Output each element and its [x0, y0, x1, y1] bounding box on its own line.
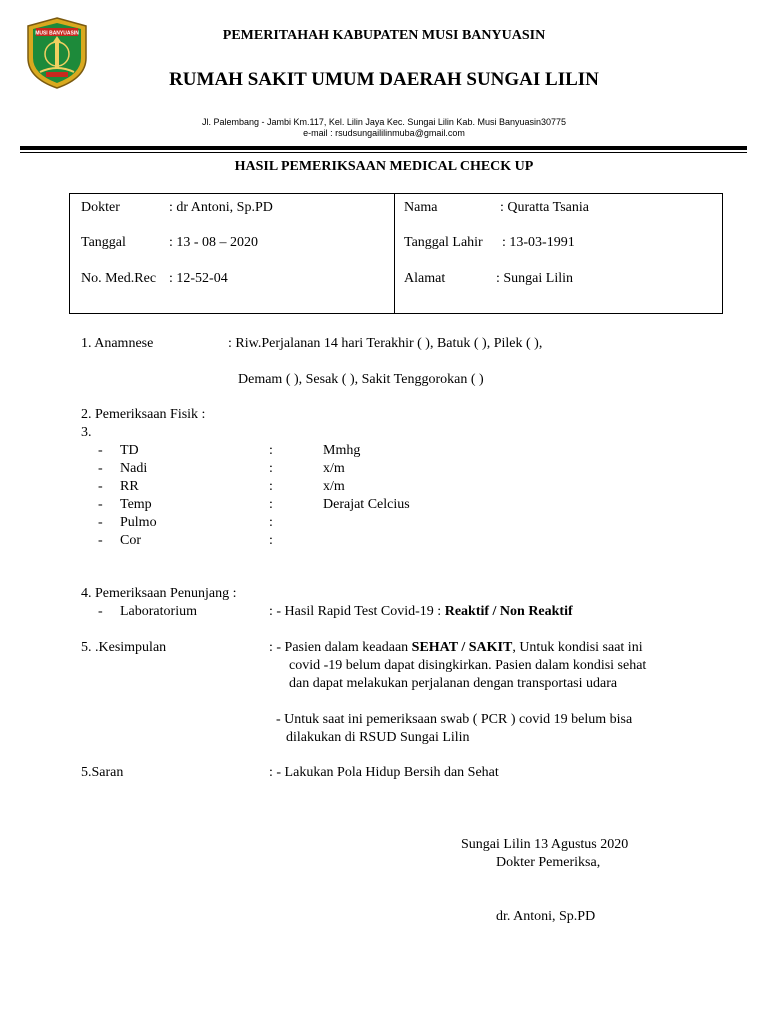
dokter-value: : dr Antoni, Sp.PD: [169, 200, 273, 215]
header-divider-thin: [20, 152, 747, 153]
header-email: e-mail : rsudsungaililinmuba@gmail.com: [303, 128, 465, 138]
signature-place-date: Sungai Lilin 13 Agustus 2020: [461, 837, 629, 852]
fisik-unit-rr: x/m: [323, 479, 345, 494]
fisik-colon: :: [269, 461, 273, 476]
fisik-item-rr: RR: [120, 479, 139, 494]
fisik-colon: :: [269, 443, 273, 458]
kesimpulan-line-2: covid -19 belum dapat disingkirkan. Pasien dalam kondisi sehat: [289, 658, 647, 673]
fisik-item-nadi: Nadi: [120, 461, 148, 476]
tanggal-value: : 13 - 08 – 2020: [169, 235, 259, 250]
signature-role: Dokter Pemeriksa,: [496, 855, 601, 870]
nama-label: Nama: [404, 200, 438, 215]
medrec-label: No. Med.Rec: [81, 271, 157, 286]
header-government: PEMERITAHAH KABUPATEN MUSI BANYUASIN: [222, 28, 546, 43]
header-hospital-name: RUMAH SAKIT UMUM DAERAH SUNGAI LILIN: [169, 69, 599, 90]
fisik-item-temp: Temp: [120, 497, 152, 512]
penunjang-rapid-test: [269, 604, 573, 620]
fisik-item-pulmo: Pulmo: [120, 515, 157, 530]
saran-value: : - Lakukan Pola Hidup Bersih dan Sehat: [269, 765, 499, 780]
header-divider-thick: [20, 146, 747, 150]
rapid-test-label: : - Hasil Rapid Test Covid-19 :: [269, 604, 442, 619]
kesimpulan-line-4: - Untuk saat ini pemeriksaan swab ( PCR ) covid 19 belum bisa: [276, 712, 633, 727]
kesimpulan-line-1: [269, 640, 643, 656]
fisik-bullet: -: [98, 515, 103, 530]
header-address: Jl. Palembang - Jambi Km.117, Kel. Lilin Jaya Kec. Sungai Lilin Kab. Musi Banyuasin30775: [201, 117, 567, 127]
nama-value: : Quratta Tsania: [500, 200, 589, 215]
fisik-bullet: -: [98, 497, 103, 512]
fisik-label: 2. Pemeriksaan Fisik :: [81, 407, 206, 422]
alamat-value: : Sungai Lilin: [496, 271, 573, 286]
kesimpulan-status: SEHAT / SAKIT: [411, 640, 513, 655]
tanggal-lahir-label: Tanggal Lahir: [404, 235, 483, 250]
penunjang-bullet: -: [98, 604, 103, 619]
document-title: HASIL PEMERIKSAAN MEDICAL CHECK UP: [234, 159, 534, 174]
patient-info-box: [69, 193, 723, 314]
fisik-colon: :: [269, 515, 273, 530]
svg-text:MUSI BANYUASIN: MUSI BANYUASIN: [35, 30, 79, 37]
kesimpulan-text: , Untuk kondisi saat ini: [512, 640, 643, 655]
alamat-label: Alamat: [404, 271, 446, 286]
patient-info-divider: [394, 193, 395, 313]
kesimpulan-label: 5. .Kesimpulan: [81, 640, 167, 655]
fisik-unit-temp: Derajat Celcius: [323, 497, 410, 512]
fisik-bullet: -: [98, 443, 103, 458]
fisik-number-3: 3.: [81, 425, 92, 440]
anamnese-line-2: Demam ( ), Sesak ( ), Sakit Tenggorokan ( ): [238, 372, 484, 387]
fisik-unit-td: Mmhg: [323, 443, 361, 458]
anamnese-line-1: : Riw.Perjalanan 14 hari Terakhir ( ), Batuk ( ), Pilek ( ),: [228, 336, 543, 351]
penunjang-label: 4. Pemeriksaan Penunjang :: [81, 586, 237, 601]
saran-label: 5.Saran: [81, 765, 124, 780]
fisik-item-td: TD: [120, 443, 139, 458]
anamnese-label: 1. Anamnese: [81, 336, 154, 351]
fisik-unit-nadi: x/m: [323, 461, 345, 476]
penunjang-item-laboratorium: Laboratorium: [120, 604, 197, 619]
tanggal-lahir-value: : 13-03-1991: [502, 235, 575, 250]
fisik-bullet: -: [98, 533, 103, 548]
medrec-value: : 12-52-04: [169, 271, 228, 286]
fisik-colon: :: [269, 497, 273, 512]
dokter-label: Dokter: [81, 200, 120, 215]
fisik-colon: :: [269, 479, 273, 494]
rapid-test-result: Reaktif / Non Reaktif: [444, 604, 573, 619]
kesimpulan-line-5: dilakukan di RSUD Sungai Lilin: [286, 730, 470, 745]
kesimpulan-line-3: dan dapat melakukan perjalanan dengan transportasi udara: [289, 676, 618, 691]
fisik-colon: :: [269, 533, 273, 548]
fisik-item-cor: Cor: [120, 533, 141, 548]
kesimpulan-text: : - Pasien dalam keadaan: [269, 640, 409, 655]
signature-name: dr. Antoni, Sp.PD: [496, 909, 596, 924]
fisik-bullet: -: [98, 479, 103, 494]
tanggal-label: Tanggal: [81, 235, 126, 250]
fisik-bullet: -: [98, 461, 103, 476]
